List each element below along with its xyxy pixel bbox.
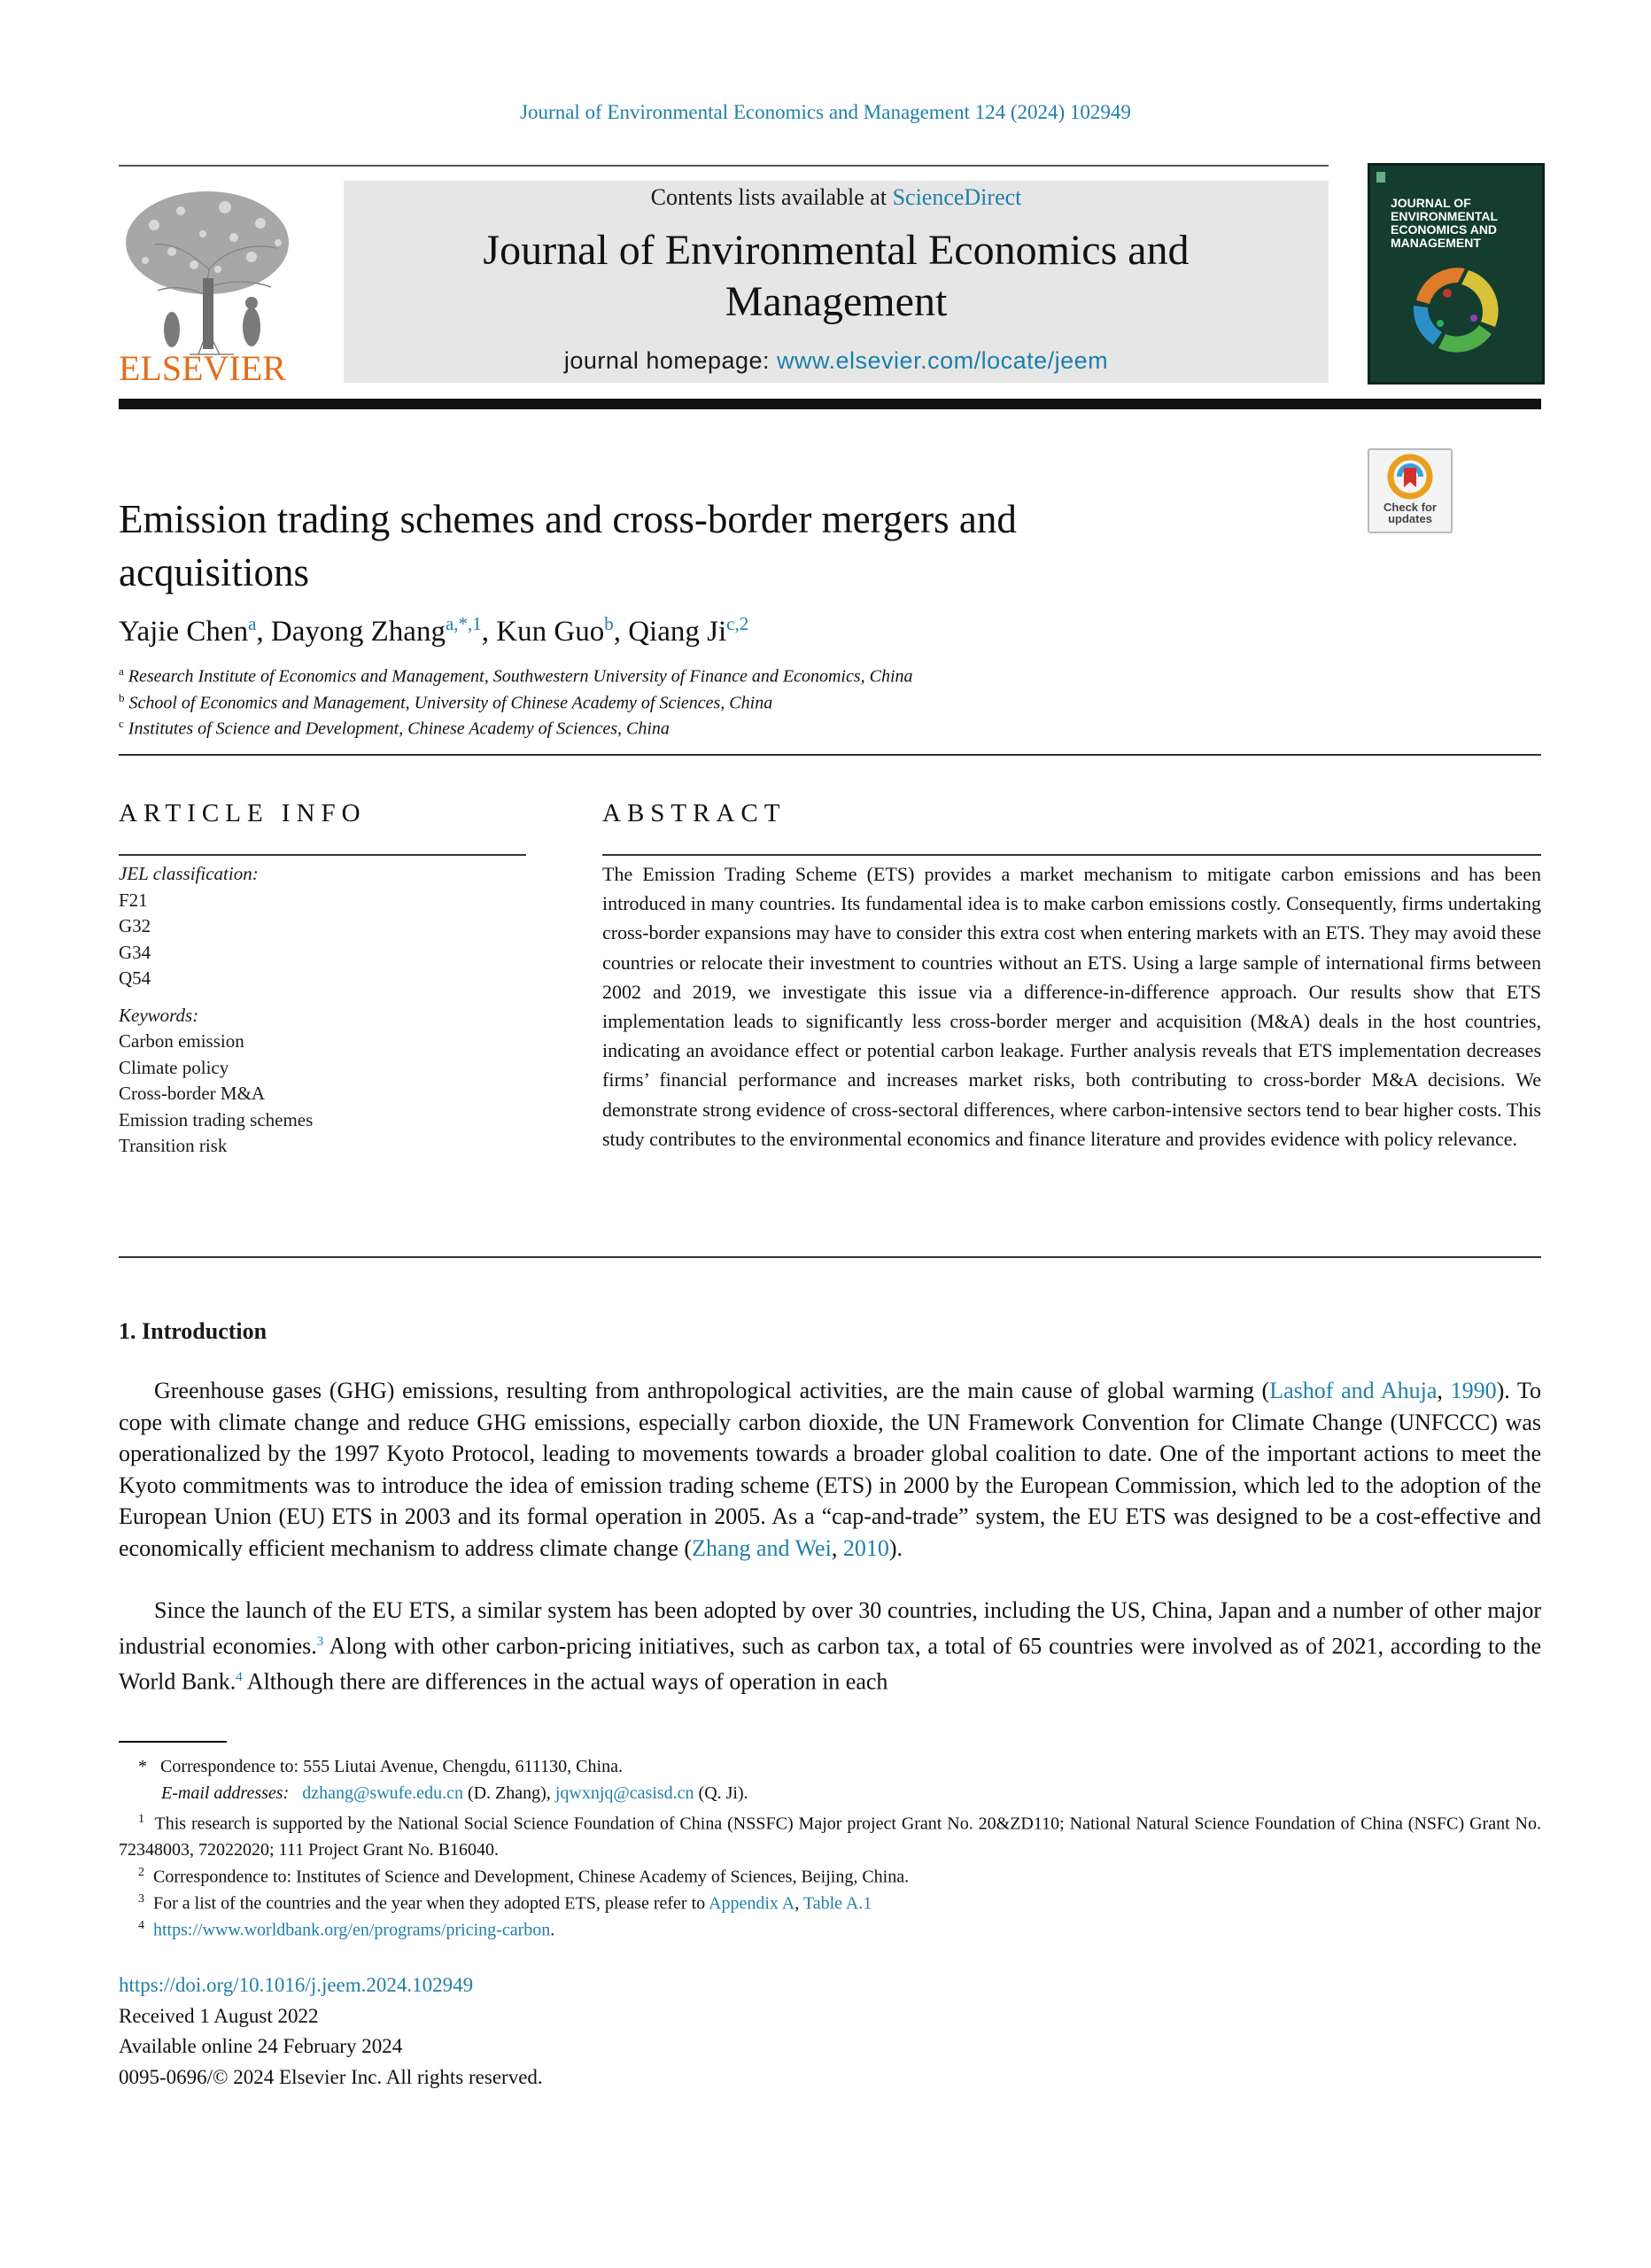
citation-year-link[interactable]: 2010 — [842, 1534, 889, 1561]
crossmark-icon — [1369, 450, 1451, 503]
article-info-block — [119, 861, 313, 1160]
citation-link[interactable]: Zhang and Wei — [692, 1534, 832, 1561]
email-link[interactable]: dzhang@swufe.edu.cn — [302, 1783, 463, 1803]
journal-citation[interactable]: Journal of Environmental Economics and Management 124 (2024) 102949 — [520, 101, 1131, 123]
author-separator: , — [256, 616, 271, 648]
abstract-rule — [602, 854, 1541, 856]
check-for-updates-label: Check for updates — [1384, 501, 1437, 525]
author-name[interactable]: Yajie Chen — [119, 616, 249, 648]
affiliation-a — [119, 664, 913, 687]
author-name[interactable]: Kun Guo — [496, 616, 605, 648]
author-affil-mark[interactable]: a — [248, 613, 257, 634]
author-affil-mark[interactable]: a,*,1 — [445, 613, 482, 634]
jel-label: JEL classification: — [119, 863, 259, 884]
article-title — [119, 493, 1270, 599]
jel-code: G34 — [119, 941, 151, 963]
footnote-text: . — [550, 1920, 555, 1940]
footnote-4 — [119, 1913, 1541, 1944]
intro-paragraph-1 — [119, 1375, 1541, 1564]
cover-title: JOURNAL OF ENVIRONMENTAL ECONOMICS AND MANAGEMENT — [1391, 196, 1498, 250]
paragraph-text: ). — [888, 1534, 903, 1561]
citation-separator: , — [1437, 1378, 1451, 1403]
keyword: Transition risk — [119, 1135, 228, 1156]
jel-code: Q54 — [119, 967, 151, 989]
footnote-mark: 1 — [138, 1813, 144, 1826]
available-date: Available online 24 February 2024 — [119, 2035, 403, 2057]
abstract-text: The Emission Trading Scheme (ETS) provides a market mechanism to mitigate carbon emissions and has been introduced in many countries. Its fundamental idea is to make carbon emissions costly. Consequently, firms undertaking cross-border expansions may have to consider this extra cost when entering markets with an ETS. They may avoid these countries or relocate their investment to countries without an ETS. Using a large sample of international firms between 2002 and 2019, we investigate this issue via a difference-in-difference approach. Our results show that ETS implementation leads to significantly less cross-border merger and acquisition (M&A) deals in the host countries, indicating an avoidance effect or potential carbon leakage. Further analysis reveals that ETS implementation decreases firms’ financial performance and increases market risks, both contributing to cross-border M&A decisions. We demonstrate strong evidence of cross-sectoral differences, where carbon-intensive sectors tend to bear higher costs. This study contributes to the environmental economics and finance literature and provides evidence with policy relevance. — [602, 863, 1541, 1150]
affiliation-text: School of Economics and Management, University of Chinese Academy of Sciences, China — [128, 693, 773, 713]
homepage-link[interactable]: www.elsevier.com/locate/jeem — [777, 347, 1109, 374]
footnote-ref[interactable]: 3 — [316, 1634, 324, 1649]
article-info-heading: ARTICLE INFO — [119, 799, 367, 827]
author-list — [119, 613, 748, 649]
elsevier-wordmark: ELSEVIER — [119, 348, 286, 388]
footnote-mark: 4 — [138, 1919, 144, 1932]
section-heading-introduction: 1. Introduction — [119, 1318, 267, 1344]
journal-title — [344, 225, 1329, 328]
doi-link[interactable]: https://doi.org/10.1016/j.jeem.2024.102949 — [119, 1974, 474, 1996]
keywords-label: Keywords: — [119, 1004, 199, 1026]
affiliation-text: Institutes of Science and Development, Chinese Academy of Sciences, China — [128, 718, 670, 739]
paragraph-text: ). To cope with climate change and reduce GHG emissions, especially carbon dioxide, the UN Framework Convention for Climate Change (UNFCCC) was operationalized by the 1997 Kyoto Protocol, leading to movements towards a broader global coalition to date. One of the important actions to meet the Kyoto commitments was to introduce the idea of emission trading scheme (ETS) in 2000 by the European Commission, which led to the adoption of the European Union (EU) ETS in 2003 and its formal operation in 2005. As a “cap-and-trade” system, the EU ETS was designed to be a cost-effective and economically efficient mechanism to address climate change ( — [119, 1378, 1542, 1561]
email-label: E-mail addresses: — [161, 1783, 290, 1803]
homepage-prefix: journal homepage: — [563, 347, 778, 374]
footnote-text: For a list of the countries and the year when they adopted ETS, please refer to — [153, 1893, 709, 1914]
footnote-emails — [119, 1781, 1541, 1807]
appendix-link[interactable]: Appendix A — [709, 1893, 795, 1914]
jel-code: F21 — [119, 889, 148, 911]
citation-link[interactable]: Lashof and Ahuja — [1269, 1378, 1438, 1403]
article-meta — [119, 1970, 543, 2093]
email-link[interactable]: jqwxnjq@casisd.cn — [554, 1783, 694, 1803]
affiliation-mark: b — [119, 691, 125, 704]
footnote-separator: , — [794, 1893, 803, 1914]
header-rule — [119, 165, 1329, 167]
footnote-ref[interactable]: 4 — [236, 1669, 243, 1684]
footnote-1 — [119, 1806, 1541, 1864]
header-thick-rule — [119, 399, 1541, 409]
footnote-mark: 2 — [138, 1866, 144, 1879]
worldbank-link[interactable]: https://www.worldbank.org/en/programs/pricing-carbon — [153, 1920, 551, 1940]
keyword: Emission trading schemes — [119, 1108, 314, 1130]
citation-year-link[interactable]: 1990 — [1450, 1378, 1497, 1403]
jel-code: G32 — [119, 915, 151, 936]
affiliation-b — [119, 691, 772, 714]
paragraph-text: Since the launch of the EU ETS, a similar system has been adopted by over 30 countries, including the US, China, Japan and a number of other major industrial economies. — [119, 1597, 1541, 1659]
journal-title-line2: Management — [725, 278, 948, 325]
footnote-rule — [119, 1741, 227, 1743]
paragraph-text: Greenhouse gases (GHG) emissions, resulting from anthropological activities, are the main cause of global warming ( — [154, 1378, 1270, 1403]
keyword: Cross-border M&A — [119, 1083, 266, 1104]
sciencedirect-link[interactable]: ScienceDirect — [892, 184, 1022, 210]
author-affil-mark[interactable]: b — [604, 613, 614, 634]
affiliation-text: Research Institute of Economics and Management, Southwestern University of Finance and Economics, China — [128, 666, 913, 687]
paragraph-text: Although there are differences in the actual ways of operation in each — [242, 1668, 888, 1695]
author-affil-mark[interactable]: c,2 — [726, 613, 749, 634]
affiliation-rule — [119, 754, 1541, 756]
footnote-text: Correspondence to: Institutes of Science and Development, Chinese Academy of Sciences, Beijing, China. — [153, 1867, 910, 1887]
author-name[interactable]: Dayong Zhang — [270, 616, 446, 648]
journal-homepage — [344, 347, 1329, 375]
footnote-text: Correspondence to: 555 Liutai Avenue, Chengdu, 611130, China. — [160, 1757, 623, 1776]
footnote-mark: * — [138, 1757, 147, 1776]
email-owner: (Q. Ji). — [694, 1783, 748, 1803]
citation-separator: , — [831, 1534, 843, 1561]
abstract-end-rule — [119, 1256, 1541, 1258]
copyright-line: 0095-0696/© 2024 Elsevier Inc. All rights reserved. — [119, 2065, 543, 2088]
table-link[interactable]: Table A.1 — [802, 1893, 872, 1914]
author-name[interactable]: Qiang Ji — [628, 616, 727, 648]
affiliation-mark: c — [119, 717, 124, 730]
keyword: Carbon emission — [119, 1030, 244, 1052]
article-title-line2: acquisitions — [119, 550, 309, 594]
affiliation-mark: a — [119, 664, 124, 678]
intro-paragraph-2 — [119, 1595, 1541, 1697]
affiliation-c — [119, 717, 670, 740]
journal-title-line1: Journal of Environmental Economics and — [483, 227, 1190, 274]
received-date: Received 1 August 2022 — [119, 2004, 319, 2027]
contents-prefix: Contents lists available at — [650, 184, 893, 210]
contents-line — [344, 184, 1329, 211]
footnote-text: This research is supported by the National Social Science Foundation of China (NSSFC) Major project Grant No. 20&ZD110; National Natural Science Foundation of China (NSFC) Grant No. 72348003, 72022020; 111 Project Grant No. B16040. — [119, 1814, 1542, 1860]
abstract-heading: ABSTRACT — [602, 799, 787, 827]
paragraph-text: Along with other carbon-pricing initiatives, such as carbon tax, a total of 65 countries were involved as of 2021, according to the World Bank. — [119, 1633, 1541, 1695]
article-info-rule — [119, 854, 526, 856]
author-separator: , — [481, 616, 497, 648]
email-owner: (D. Zhang), — [462, 1783, 555, 1803]
footnote-mark: 3 — [138, 1892, 144, 1906]
footnote-correspondence — [119, 1754, 1541, 1781]
keyword: Climate policy — [119, 1056, 229, 1078]
author-separator: , — [613, 616, 629, 648]
article-title-line1: Emission trading schemes and cross-border mergers and — [119, 497, 1017, 541]
